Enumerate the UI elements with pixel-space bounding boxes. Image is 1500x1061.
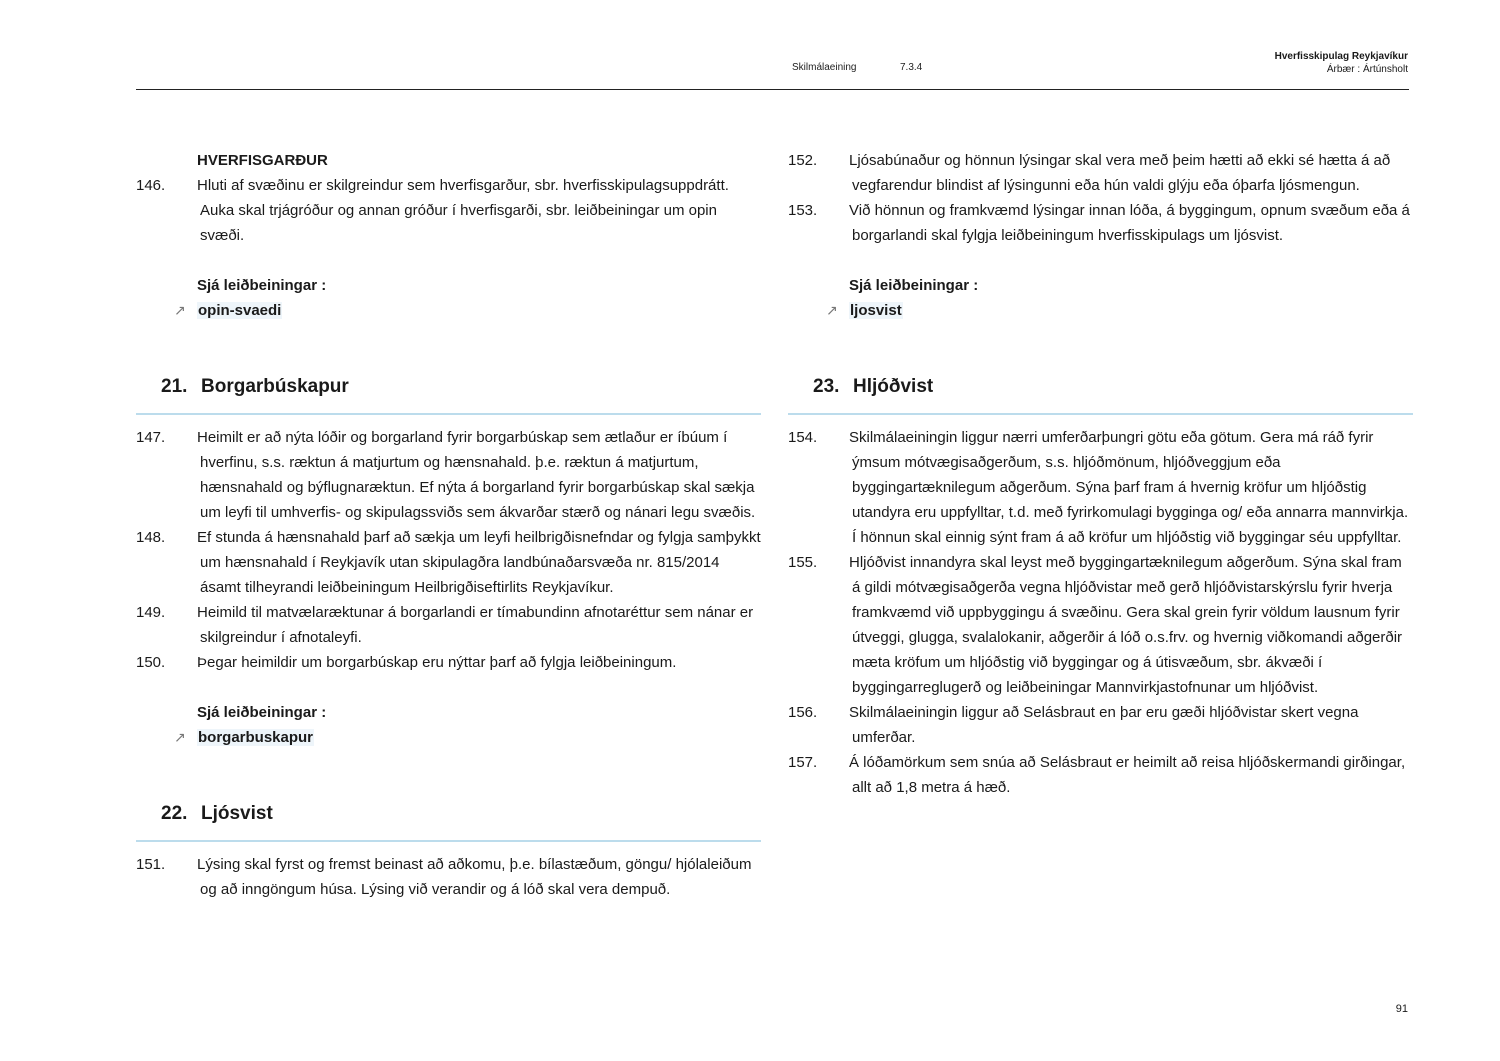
section-21: [136, 373, 761, 750]
list-item: [136, 852, 761, 902]
plan-title: Hverfisskipulag Reykjavíkur: [1274, 51, 1408, 62]
section-divider: [136, 413, 761, 415]
section-divider: [136, 840, 761, 842]
list-item: [136, 650, 761, 675]
section-number: 23.: [813, 376, 840, 397]
item-text: Heimild til matvælaræktunar á borgarlandi er tímabundinn afnotaréttur sem nánar er skilgreindur í afnotaleyfi.: [197, 604, 754, 646]
guidelines-block: [136, 700, 761, 750]
section-name: Ljósvist: [201, 803, 273, 824]
section-number: 22.: [161, 803, 188, 824]
item-text: Skilmálaeiningin liggur nærri umferðarþungri götu eða götum. Gera má ráð fyrir ýmsum mótvægisaðgerðum, s.s. hljóðmönum, hljóðveggjum eða byggingartæknilegum aðgerðum. Sýna þarf fram á hvernig kröfur um hljóðstig utandyra eru uppfylltar, t.d. með fyrirkomulagi bygginga og/ eða annarra mannvirkja. Í hönnun skal einnig sýnt fram á að kröfur um hljóðstig við byggingar séu uppfylltar.: [849, 429, 1409, 546]
item-text: Þegar heimildir um borgarbúskap eru nýttar þarf að fylgja leiðbeiningum.: [197, 654, 677, 671]
item-text: Heimilt er að nýta lóðir og borgarland fyrir borgarbúskap sem ætlaður er íbúum í hverfinu, s.s. ræktun á matjurtum og hænsnahald. þ.e. ræktun á matjurtum, hænsnahald og býflugnaræktun. Ef nýta á borgarland fyrir borgarbúskap skal sækja um leyfi til umhverfis- og skipulagssviðs sem ákvarðar stærð og nánari legu svæðis.: [197, 429, 756, 521]
list-item: [788, 148, 1413, 198]
arrow-up-right-icon: ↗: [174, 729, 186, 745]
item-text: Hljóðvist innandyra skal leyst með byggingartæknilegum aðgerðum. Sýna skal fram á gildi mótvægisaðgerða vegna hljóðvistar með gerð hljóðvistarskýrslu fyrir hverja framkvæmd við uppbyggingu á svæðinu. Gera skal grein fyrir völdum lausnum fyrir útveggi, glugga, svalalokanir, aðgerðir á lóð o.s.frv. og hvernig viðkomandi aðgerðir mæta kröfum um hljóðstig við byggingar og á útisvæðum, sbr. ákvæði í byggingarreglugerð og leiðbeiningar Mannvirkjastofnunar um hljóðvist.: [849, 554, 1403, 696]
list-item: [136, 425, 761, 525]
header-divider: [136, 89, 1409, 90]
section-name: Hljóðvist: [853, 376, 934, 397]
item-text: Lýsing skal fyrst og fremst beinast að aðkomu, þ.e. bílastæðum, göngu/ hjólaleiðum og að inngöngum húsa. Lýsing við verandir og á lóð skal vera dempuð.: [197, 856, 752, 898]
page-number: 91: [1395, 1003, 1408, 1015]
guidelines-label: Sjá leiðbeiningar :: [849, 277, 979, 294]
item-number: 156.: [788, 704, 818, 721]
section-23: [788, 373, 1413, 800]
item-text: Við hönnun og framkvæmd lýsingar innan lóða, á byggingum, opnum svæðum eða á borgarlandi skal fylgja leiðbeiningum hverfisskipulags um ljósvist.: [849, 202, 1410, 244]
list-item: [136, 600, 761, 650]
item-text: Á lóðamörkum sem snúa að Selásbraut er heimilt að reisa hljóðskermandi girðingar, allt að 1,8 metra á hæð.: [849, 754, 1406, 796]
left-column: [136, 148, 761, 902]
guideline-link-ljosvist[interactable]: [788, 298, 1413, 323]
section-title: [788, 373, 1413, 401]
list-item: [136, 173, 761, 248]
unit-number: 7.3.4: [900, 62, 923, 73]
guideline-link-opin-svaedi[interactable]: [136, 298, 761, 323]
guidelines-block: [136, 273, 761, 323]
guideline-link-label[interactable]: borgarbuskapur: [198, 729, 314, 746]
item-number: 146.: [136, 177, 166, 194]
section-name: Borgarbúskapur: [201, 376, 349, 397]
list-item: [788, 425, 1413, 550]
item-number: 153.: [788, 202, 818, 219]
section-number: 21.: [161, 376, 188, 397]
section-22: [136, 800, 761, 902]
item-text: Ljósabúnaður og hönnun lýsingar skal vera með þeim hætti að ekki sé hætta á að vegfarendur blindist af lýsingunni eða hún valdi glýju eða óþarfa ljósmengun.: [849, 152, 1391, 194]
subheading-hverfisgardur: HVERFISGARÐUR: [197, 152, 328, 169]
item-text: Ef stunda á hænsnahald þarf að sækja um leyfi heilbrigðisnefndar og fylgja samþykkt um hænsnahald í Reykjavík utan skipulagðra landbúnaðarsvæða nr. 815/2014 ásamt tilheyrandi leiðbeiningum Heilbrigðiseftirlits Reykjavíkur.: [197, 529, 761, 596]
right-column: [788, 148, 1413, 800]
list-item: [788, 550, 1413, 700]
item-number: 157.: [788, 754, 818, 771]
guideline-link-label[interactable]: opin-svaedi: [198, 302, 282, 319]
arrow-up-right-icon: ↗: [174, 302, 186, 318]
item-number: 154.: [788, 429, 818, 446]
list-item: [136, 525, 761, 600]
item-number: 152.: [788, 152, 818, 169]
item-text: Hluti af svæðinu er skilgreindur sem hverfisgarður, sbr. hverfisskipulagsuppdrátt. Auka skal trjágróður og annan gróður í hverfisgarði, sbr. leiðbeiningar um opin svæði.: [197, 177, 729, 244]
item-number: 151.: [136, 856, 166, 873]
guidelines-label: Sjá leiðbeiningar :: [197, 277, 327, 294]
guidelines-block: [788, 273, 1413, 323]
section-title: [136, 800, 761, 828]
arrow-up-right-icon: ↗: [826, 302, 838, 318]
item-number: 147.: [136, 429, 166, 446]
list-item: [788, 198, 1413, 248]
item-number: 148.: [136, 529, 166, 546]
list-item: [788, 750, 1413, 800]
item-number: 155.: [788, 554, 818, 571]
unit-label: Skilmálaeining: [792, 62, 857, 73]
list-item: [788, 700, 1413, 750]
section-divider: [788, 413, 1413, 415]
header-right: [1275, 50, 1408, 76]
guideline-link-label[interactable]: ljosvist: [850, 302, 902, 319]
guidelines-label: Sjá leiðbeiningar :: [197, 704, 327, 721]
guideline-link-borgarbuskapur[interactable]: [136, 725, 761, 750]
item-number: 149.: [136, 604, 166, 621]
district-name: Árbær : Ártúnsholt: [1326, 64, 1408, 75]
section-title: [136, 373, 761, 401]
item-text: Skilmálaeiningin liggur að Selásbraut en þar eru gæði hljóðvistar skert vegna umferðar.: [849, 704, 1359, 746]
item-number: 150.: [136, 654, 166, 671]
items-146: [136, 173, 761, 248]
